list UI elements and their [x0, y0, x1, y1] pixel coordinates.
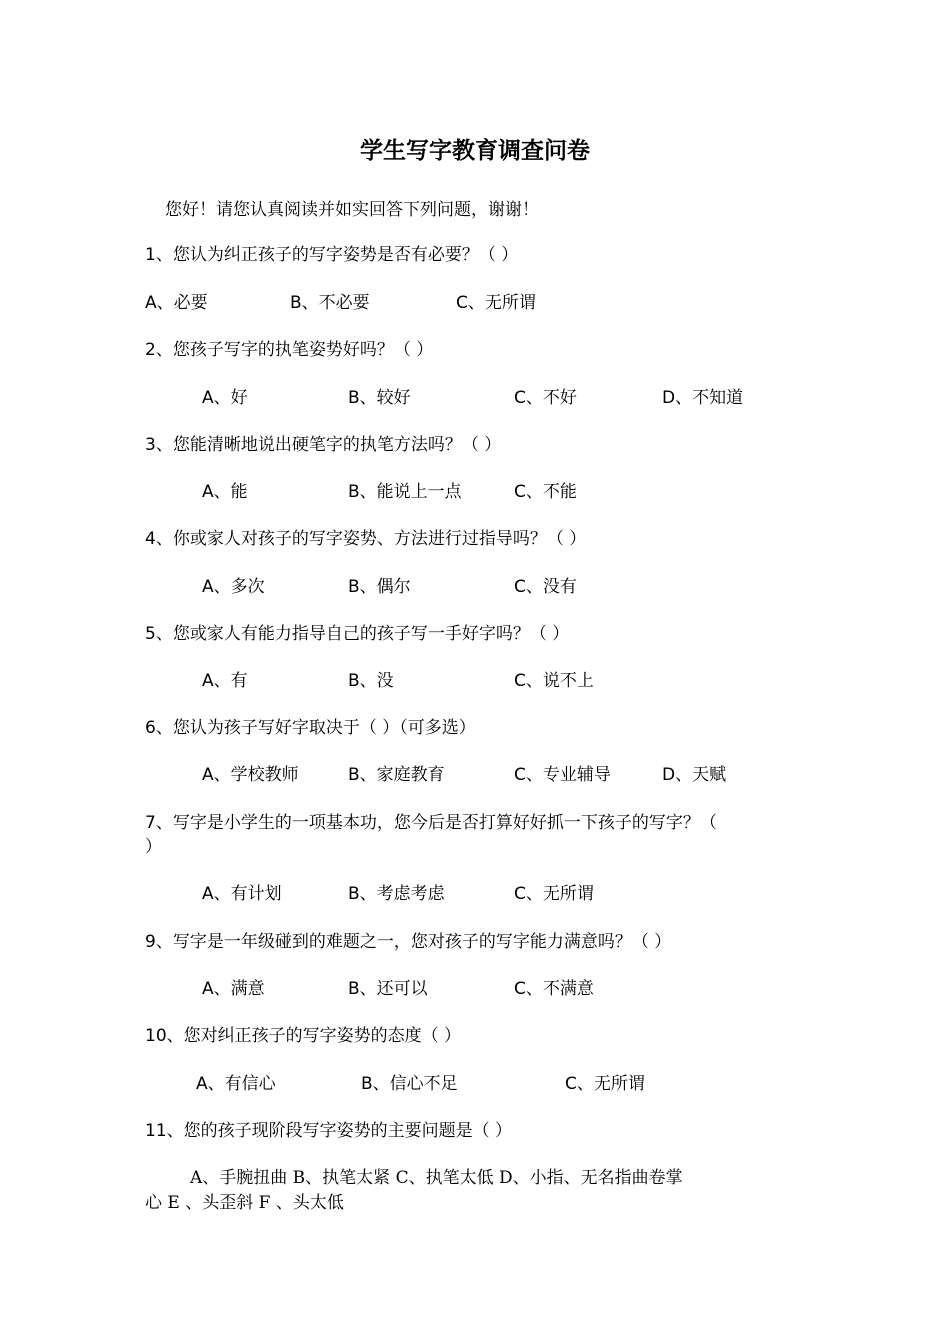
question-9: 9、写字是一年级碰到的难题之一，您对孩子的写字能力满意吗？（ ） [145, 932, 672, 952]
option-c[interactable]: C、不好 [514, 388, 577, 408]
question-2: 2、您孩子写字的执笔姿势好吗？（ ） [145, 340, 434, 360]
option-a[interactable]: A、满意 [202, 979, 265, 999]
option-a[interactable]: A、多次 [202, 577, 265, 597]
option-a[interactable]: A、有计划 [202, 884, 282, 904]
intro-text: 您好！请您认真阅读并如实回答下列问题，谢谢！ [165, 200, 539, 220]
question-1: 1、您认为纠正孩子的写字姿势是否有必要？（ ） [145, 245, 519, 265]
question-5: 5、您或家人有能力指导自己的孩子写一手好字吗？（ ） [145, 624, 570, 644]
option-b[interactable]: B、没 [348, 671, 394, 691]
option-c[interactable]: C、专业辅导 [514, 765, 611, 785]
option-c[interactable]: C、无所谓 [514, 884, 594, 904]
option-a[interactable]: A、学校教师 [202, 765, 299, 785]
question-11-options-line-2[interactable]: 心 E 、头歪斜 F 、头太低 [145, 1193, 344, 1213]
option-b[interactable]: B、考虑考虑 [348, 884, 445, 904]
option-a[interactable]: A、有信心 [196, 1074, 276, 1094]
question-11-options-line-1[interactable]: A、手腕扭曲 B、执笔太紧 C、执笔太低 D、小指、无名指曲卷掌 [190, 1168, 683, 1188]
option-a[interactable]: A、有 [202, 671, 248, 691]
option-b[interactable]: B、能说上一点 [348, 482, 462, 502]
option-b[interactable]: B、信心不足 [361, 1074, 458, 1094]
question-10: 10、您对纠正孩子的写字姿势的态度（ ） [145, 1026, 462, 1046]
option-c[interactable]: C、没有 [514, 577, 577, 597]
question-3: 3、您能清晰地说出硬笔字的执笔方法吗？（ ） [145, 435, 502, 455]
question-7-line-2: ） [145, 837, 162, 857]
option-c[interactable]: C、不满意 [514, 979, 594, 999]
option-b[interactable]: B、不必要 [290, 293, 370, 313]
question-4: 4、你或家人对孩子的写字姿势、方法进行过指导吗？（ ） [145, 529, 587, 549]
option-b[interactable]: B、家庭教育 [348, 765, 445, 785]
question-7-line-1: 7、写字是小学生的一项基本功，您今后是否打算好好抓一下孩子的写字？（ [145, 813, 717, 833]
option-a[interactable]: A、好 [202, 388, 248, 408]
option-c[interactable]: C、说不上 [514, 671, 594, 691]
option-b[interactable]: B、较好 [348, 388, 411, 408]
option-a[interactable]: A、必要 [145, 293, 208, 313]
option-c[interactable]: C、无所谓 [565, 1074, 645, 1094]
question-6: 6、您认为孩子写好字取决于（ ）（可多选） [145, 718, 476, 738]
option-d[interactable]: D、不知道 [662, 388, 744, 408]
option-a[interactable]: A、能 [202, 482, 248, 502]
option-c[interactable]: C、无所谓 [456, 293, 536, 313]
option-d[interactable]: D、天赋 [662, 765, 727, 785]
option-c[interactable]: C、不能 [514, 482, 577, 502]
question-11: 11、您的孩子现阶段写字姿势的主要问题是（ ） [145, 1121, 513, 1141]
page-title: 学生写字教育调查问卷 [360, 138, 590, 164]
option-b[interactable]: B、还可以 [348, 979, 428, 999]
option-b[interactable]: B、偶尔 [348, 577, 411, 597]
